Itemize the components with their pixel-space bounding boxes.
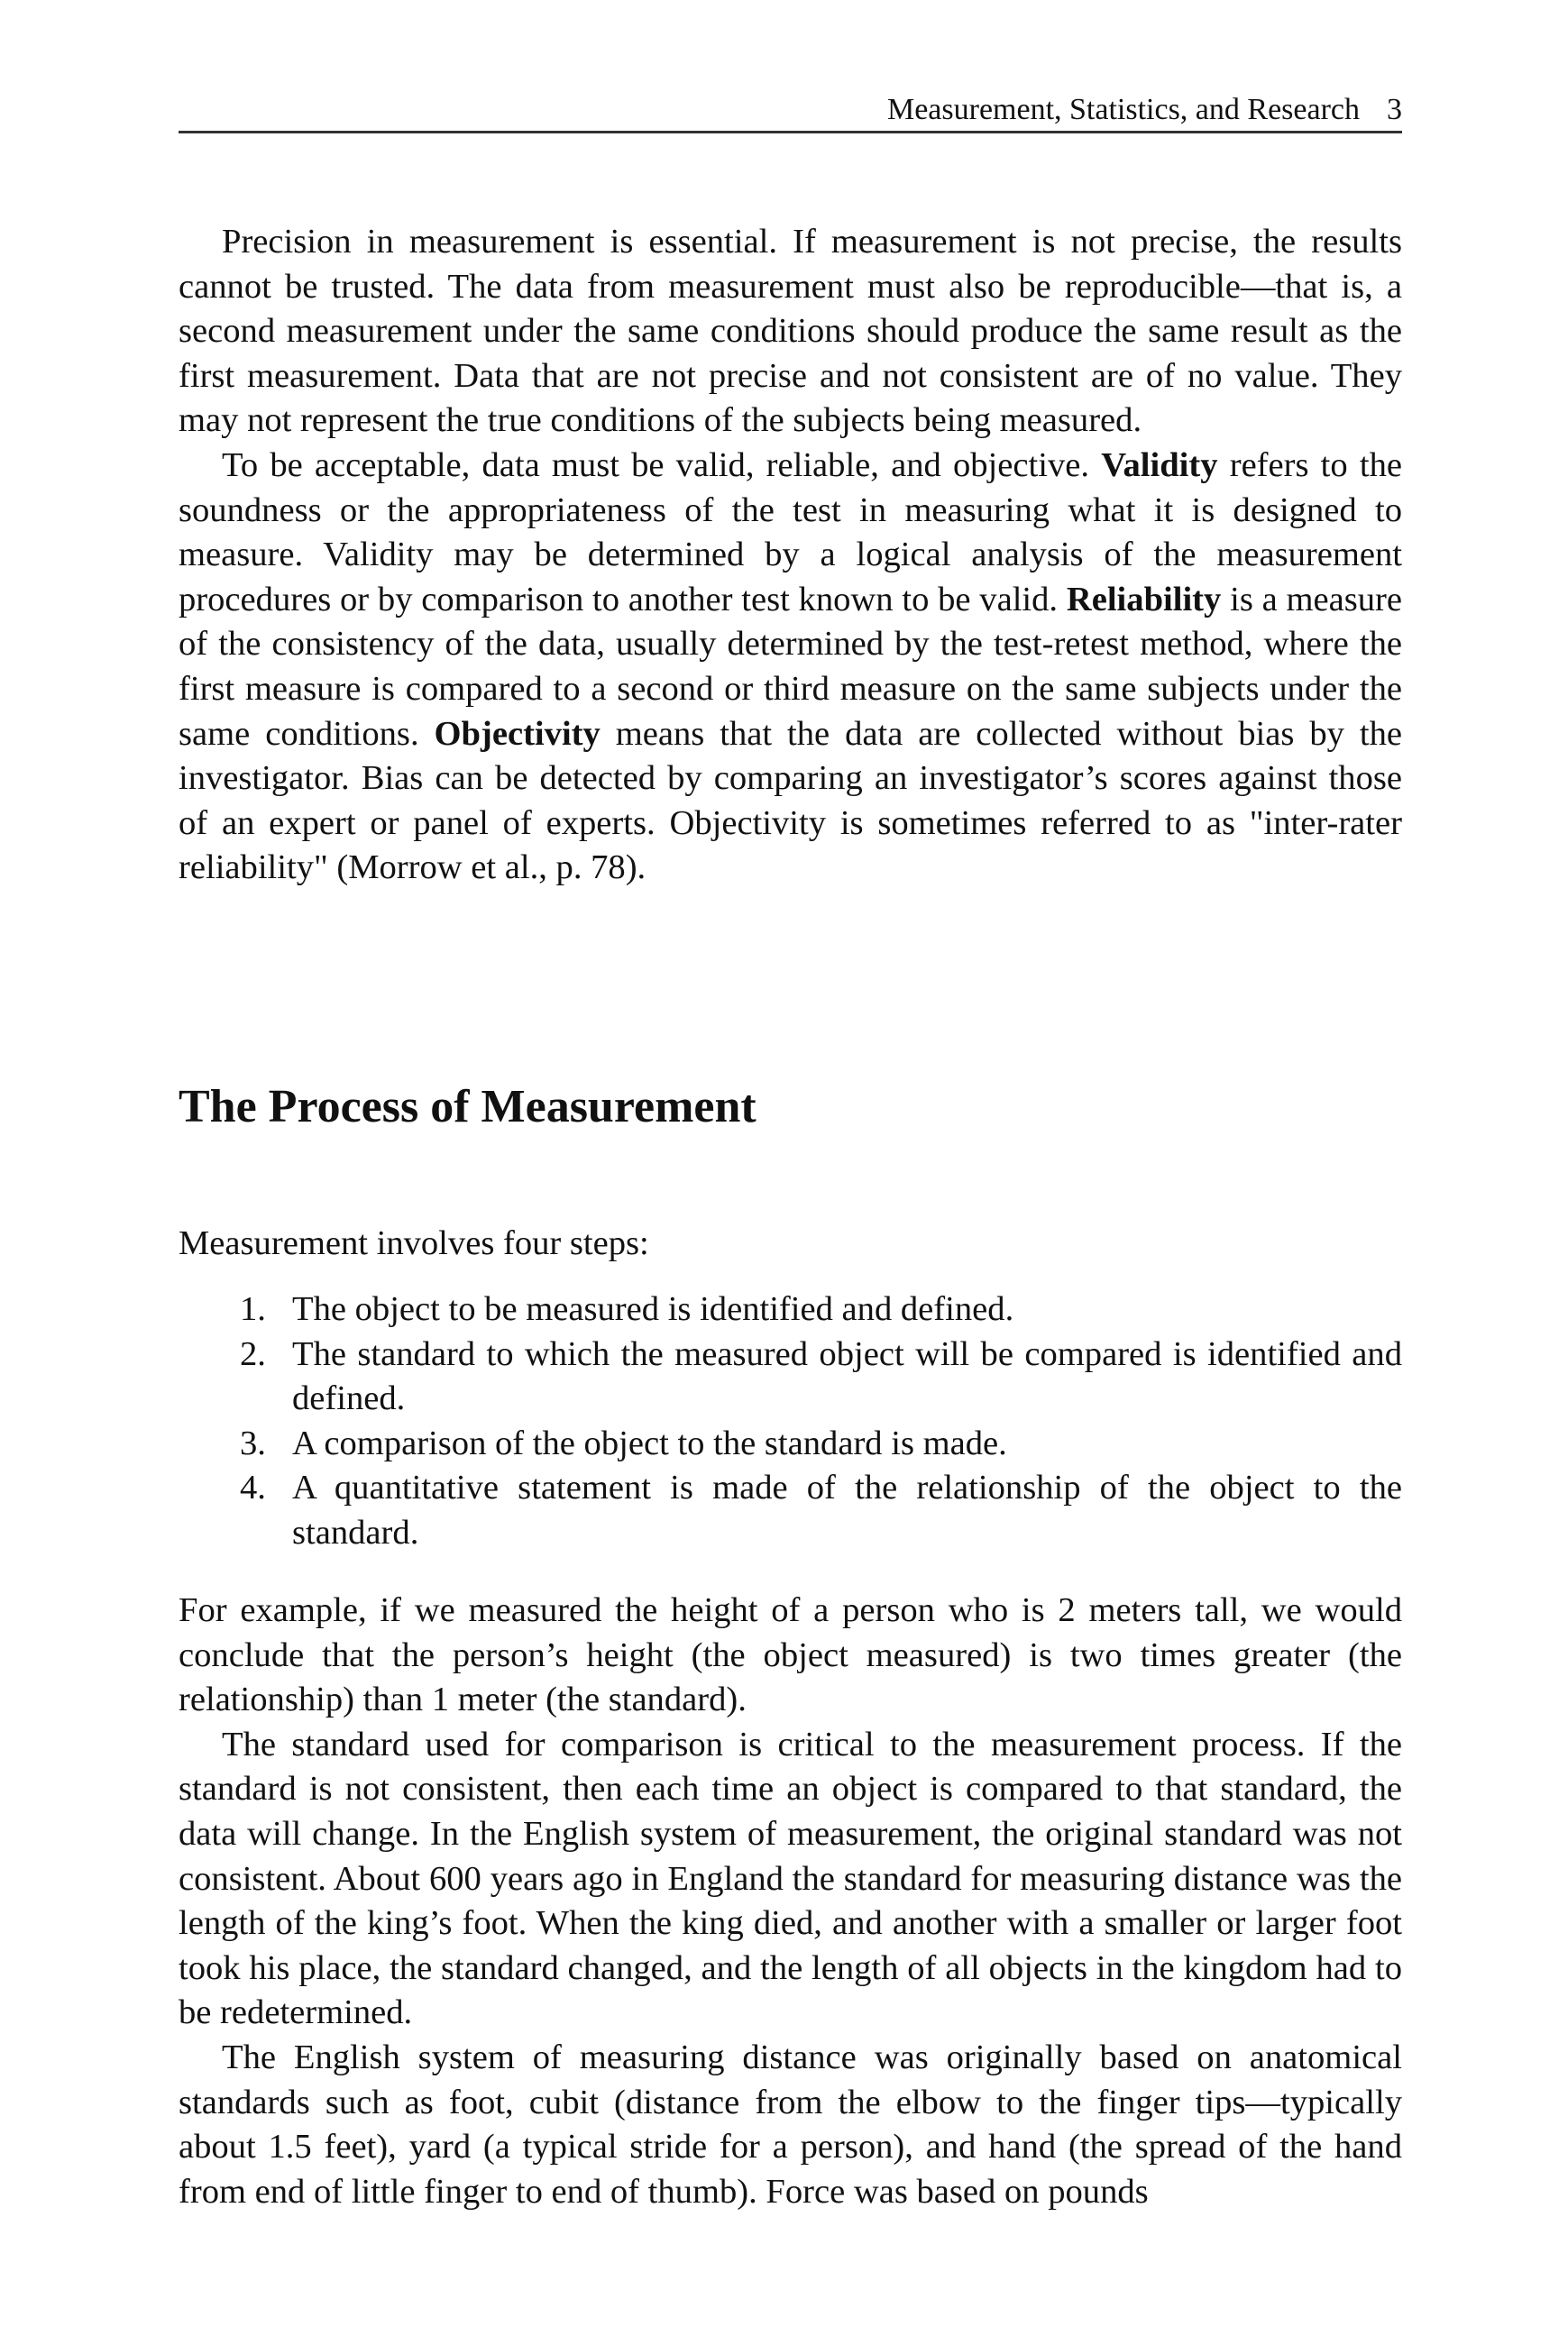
term-validity: Validity [1101,445,1218,484]
term-reliability: Reliability [1066,580,1222,618]
paragraph-precision: Precision in measurement is essential. If measurement is not precise, the results cannot be trusted. The data from measurement must also be reproducible—that is, a second measurement under the same conditions should produce the same result as the first measurement. Data that are not precise and not consistent are of no value. They may not represent the true conditions of the subjects being measured. [179,223,1402,440]
running-head [179,87,1402,133]
paragraph-english-system: The English system of measuring distance was originally based on anatomical standards such as foot, cubit (distance from the elbow to the finger tips—typically about 1.5 feet), yard (a typical stride for a person), and hand (the spread of the hand from end of little finger to end of thumb). Force was based on pounds [179,2038,1402,2211]
steps-intro: Measurement involves four steps: [179,1224,649,1262]
list-item-text: A quantitative statement is made of the relationship of the object to the standard. [292,1469,1402,1552]
list-item-text: A comparison of the object to the standard is made. [292,1424,1007,1462]
list-item-number: 3. [240,1424,266,1462]
paragraph-example: For example, if we measured the height of a person who is 2 meters tall, we would conclude that the person’s height (the object measured) is two times greater (the relationship) than 1 meter (the standard). [179,1591,1402,1719]
text-run: refers to the soundness or the appropriateness of the test in measuring what it is designed to measure. Validity may be determined by a logical analysis of the measurement procedures or by comparison to another test known to be valid. [179,445,1402,618]
section-precision-validity [179,220,1402,891]
text-run: To be acceptable, data must be valid, reliable, and objective. [222,445,1102,484]
list-item [179,1466,1402,1555]
list-item-number: 1. [240,1290,266,1328]
section-heading: The Process of Measurement [179,1081,756,1132]
term-objectivity: Objectivity [434,714,601,753]
text-run: is a measure of the consistency of the data, usually determined by the test-retest method, where the first measure is compared to a second or third measure on the same subjects under the same conditions. [179,580,1403,753]
paragraph-validity-reliability-objectivity [179,444,1402,891]
list-item [179,1287,1402,1333]
header-rule [179,131,1402,133]
paragraph-standard-consistency: The standard used for comparison is critical to the measurement process. If the standard is not consistent, then each time an object is compared to that standard, the data will change. In the English system of measurement, the original standard was not consistent. About 600 years ago in England the standard for measuring distance was the length of the king’s foot. When the king died, and another with a smaller or larger foot took his place, the standard changed, and the length of all objects in the kingdom had to be redetermined. [179,1725,1402,2032]
list-item [179,1422,1402,1467]
page-number: 3 [1387,93,1402,126]
list-item-text: The object to be measured is identified and defined. [292,1290,1014,1328]
list-item [179,1333,1402,1422]
list-item-text: The standard to which the measured object will be compared is identified and defined. [292,1334,1402,1418]
running-head-title: Measurement, Statistics, and Research [886,93,1360,126]
text-run: means that the data are collected without bias by the investigator. Bias can be detected by comparing an investigator’s scores against those of an expert or panel of experts. Objectivity is sometimes referred to as "inter-rater reliability" (Morrow et al., p. 78). [179,714,1402,887]
list-item-number: 2. [240,1334,266,1373]
section-standards [179,1589,1402,2214]
list-item-number: 4. [240,1469,266,1507]
steps-list [179,1287,1402,1556]
